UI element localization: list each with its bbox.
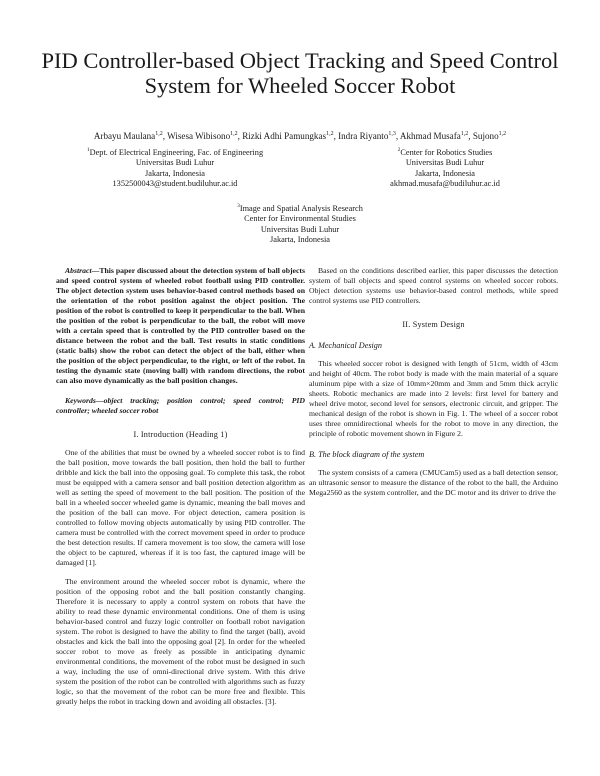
abstract: Abstract—This paper discussed about the detection system of ball objects and speed control system of wheeled robot football using PID controller. The object detection system uses behavior-based control methods based on the orientation of the robot position against the object position. The position of the robot is controlled to keep it perpendicular to the ball. When the position of the robot is perpendicular to the ball, the robot will move with a certain speed that is controlled by the PID controller based on the distance between the robot and the ball. Test results in static conditions (static balls) show the robot can detect the object of the ball, either when the position of the object perpendicular, to the right, or left of the robot. In testing the dynamic state (moving ball) with random directions, the robot can also move dynamically as the ball position changes. <box>56 266 305 385</box>
paragraph: The environment around the wheeled soccer robot is dynamic, where the position of the opposing robot and the ball position constantly changing. Therefore it is necessary to apply a control system on robots that have the ability to read these dynamic environmental conditions. One of them is using behavior-based control and fuzzy logic controller on football robot navigation system. The robot is designed to have the ability to find the target (ball), avoid obstacles and kick the ball into the opposing goal [2]. In order for the wheeled soccer robot to move as freely as possible in anticipating dynamic environmental conditions, the movement of the robot must be designed in such a way, including the use of omni-directional drive system. With this drive system the position of the robot can be controlled with algorithms such as fuzzy logic, so that the movement of the robot can be more free and flexible. This greatly helps the robot in tracking down and avoiding all obstacles. [3]. <box>56 577 305 706</box>
keywords: Keywords—object tracking; position control; speed control; PID controller; wheeled soccer robot <box>56 396 305 415</box>
author-email: 1352500043@student.budiluhur.ac.id <box>112 178 238 188</box>
author: Arbayu Maulana$^{1,2}$ <box>93 131 163 142</box>
right-column <box>309 266 558 498</box>
paragraph: One of the abilities that must be owned by a wheeled soccer robot is to find the ball position, move towards the ball position, then hold the ball to further dribble and kick the ball into the opposing goal. To complete this task, the robot must be equipped with a camera sensor and ball position detection algorithm as well as setting the speed of movement to the ball position. The position of the ball in a wheeled soccer wheeled game is dynamic, meaning the ball moves and the position of the ball can move. For object detection, camera position is controlled to follow moving objects automatically by using PID controller. The camera must be controlled with the correct movement speed in order to produce the best detection results. If camera movement is too slow, the camera will lose the object to be captured, whereas if it is too fast, the captured image will be damaged [1]. <box>56 448 305 567</box>
affiliation-3: $^3$Image and Spatial Analysis Research Center for Environmental Studies Universitas Budi Luhur Jakarta, Indonesia <box>237 203 363 244</box>
paragraph: The system consists of a camera (CMUCam5) used as a ball detection sensor, an ultrasonic sensor to measure the distance of the robot to the ball, the Arduino Mega2560 as the system controller, and the DC motor and its driver to drive the <box>309 468 558 497</box>
paper-title: PID Controller-based Object Tracking and Speed Control System for Wheeled Soccer Robot <box>41 48 559 98</box>
section-heading: I. Introduction (Heading 1) <box>133 430 228 439</box>
subsection-heading: A. Mechanical Design <box>309 341 382 350</box>
author: Indra Riyanto$^{1,3}$ <box>338 131 396 142</box>
author-email: akhmad.musafa@budiluhur.ac.id <box>390 178 500 188</box>
section-heading: II. System Design <box>402 320 465 329</box>
author: Rizki Adhi Pamungkas$^{1,2}$ <box>242 131 334 142</box>
affiliation-1: $^1$Dept. of Electrical Engineering, Fac. of Engineering Universitas Budi Luhur Jakarta, Indonesia 1352500043@student.budiluhur.ac.id <box>60 145 290 189</box>
author-list: Arbayu Maulana$^{1,2}$, Wisesa Wibisono$^{1,2}$, Rizki Adhi Pamungkas$^{1,2}$, Indra Riyanto$^{1,3}$, Akhmad Musafa$^{1,2}$, Sujono$^{1,2}$ <box>93 131 507 142</box>
author: Sujono$^{1,2}$ <box>472 131 507 142</box>
left-column <box>56 266 305 707</box>
affiliation-2: $^2$Center for Robotics Studies Universitas Budi Luhur Jakarta, Indonesia akhmad.musafa@budiluhur.ac.id <box>330 145 560 189</box>
paragraph: This wheeled soccer robot is designed with length of 51cm, width of 43cm and height of 40cm. The robot body is made with the main material of a square aluminum pipe with a size of 10mm×20mm and 3mm and 5mm thick acrylic sheets. Robotic mechanics are made into 2 levels: first level for battery and wheel drive motor, second level for sensors, electronic circuit, and gripper. The mechanical design of the robot is shown in Fig. 1. The wheel of a soccer robot uses three omnidirectional wheels for the robot to move in any direction, the principle of robotic movement shown in Figure 2. <box>309 359 558 438</box>
author: Wisesa Wibisono$^{1,2}$ <box>167 131 238 142</box>
author: Akhmad Musafa$^{1,2}$ <box>399 131 469 142</box>
subsection-heading: B. The block diagram of the system <box>309 450 425 459</box>
paragraph: Based on the conditions described earlier, this paper discusses the detection system of ball objects and speed control systems on wheeled soccer robots. Object detection systems use behavior-based control methods, while speed control systems use PID controllers. <box>309 266 558 305</box>
